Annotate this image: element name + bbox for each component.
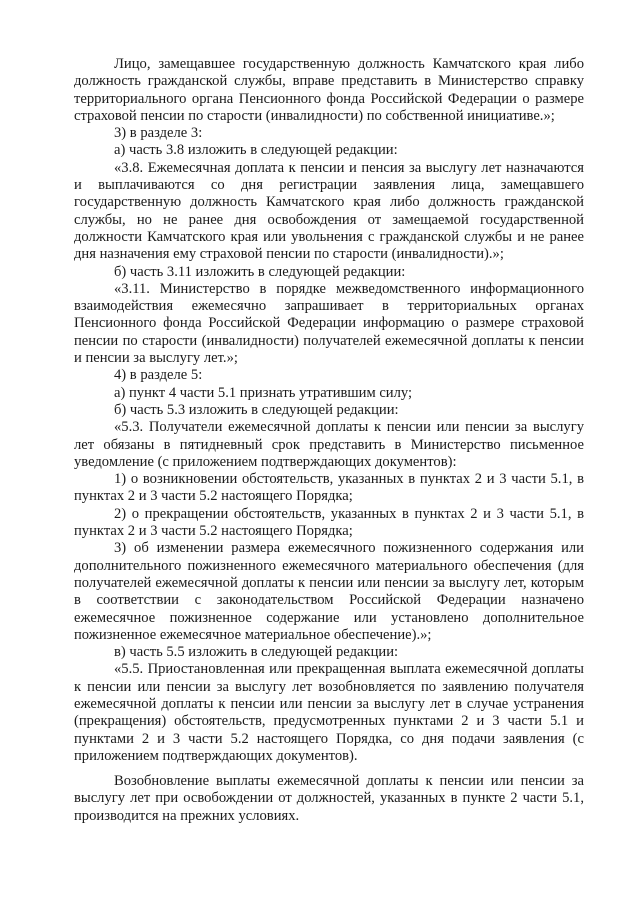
- paragraph: Возобновление выплаты ежемесячной доплаты к пенсии или пенсии за выслугу лет при освобождении от должностей, указанных в пункте 2 части 5.1, производится на прежних условиях.: [74, 773, 584, 824]
- paragraph: 3) об изменении размера ежемесячного пожизненного содержания или дополнительного пожизненного ежемесячного материального обеспечения (для получателей ежемесячной доплаты к пенсии или пенсии за выслугу лет, которым в соответствии с законодательством Российской Федерации назначено ежемесячное пожизненное содержание или установлено дополнительное пожизненное ежемесячное материальное обеспечение).»;: [74, 540, 584, 643]
- paragraph: в) часть 5.5 изложить в следующей редакции:: [114, 644, 399, 661]
- paragraph: «3.11. Министерство в порядке межведомственного информационного взаимодействия ежемесячно запрашивает в территориальных органах Пенсионного фонда Российской Федерации информацию о размере страховой пенсии по старости (инвалидности) получателей ежемесячной доплаты к пенсии и пенсии за выслугу лет.»;: [74, 280, 584, 367]
- paragraph: б) часть 3.11 изложить в следующей редакции:: [114, 263, 406, 280]
- paragraph: 4) в разделе 5:: [114, 367, 203, 384]
- paragraph: «5.5. Приостановленная или прекращенная выплата ежемесячной доплаты к пенсии или пенсии за выслугу лет возобновляется по заявлению получателя ежемесячной доплаты к пенсии или пенсии за выслугу лет в случае устранения (прекращения) обстоятельств, предусмотренных пунктами 2 и 3 части 5.1 и пунктами 2 и 3 части 5.2 настоящего Порядка, со дня подачи заявления (с приложением подтверждающих документов).: [74, 661, 584, 764]
- paragraph: 3) в разделе 3:: [114, 125, 203, 142]
- paragraph: а) часть 3.8 изложить в следующей редакции:: [114, 142, 398, 159]
- document-page: [74, 56, 584, 825]
- paragraph: а) пункт 4 части 5.1 признать утратившим силу;: [114, 384, 413, 401]
- paragraph: б) часть 5.3 изложить в следующей редакции:: [114, 401, 399, 418]
- paragraph: «5.3. Получатели ежемесячной доплаты к пенсии или пенсии за выслугу лет обязаны в пятидневный срок представить в Министерство письменное уведомление (с приложением подтверждающих документов):: [74, 419, 584, 470]
- paragraph: 2) о прекращении обстоятельств, указанных в пунктах 2 и 3 части 5.1, в пунктах 2 и 3 части 5.2 настоящего Порядка;: [74, 505, 584, 540]
- paragraph: «3.8. Ежемесячная доплата к пенсии и пенсия за выслугу лет назначаются и выплачиваются со дня регистрации заявления лица, замещавшего государственную должность Камчатского края либо должность гражданской службы, но не ранее дня освобождения от замещаемой государственной должности Камчатского края или увольнения с гражданской службы и не ранее дня назначения ему страховой пенсии по старости (инвалидности).»;: [74, 159, 584, 263]
- paragraph: Лицо, замещавшее государственную должность Камчатского края либо должность гражданской службы, вправе представить в Министерство справку территориального органа Пенсионного фонда Российской Федерации о размере страховой пенсии по старости (инвалидности) по собственной инициативе.»;: [74, 56, 584, 124]
- paragraph: 1) о возникновении обстоятельств, указанных в пунктах 2 и 3 части 5.1, в пунктах 2 и 3 части 5.2 настоящего Порядка;: [74, 471, 584, 505]
